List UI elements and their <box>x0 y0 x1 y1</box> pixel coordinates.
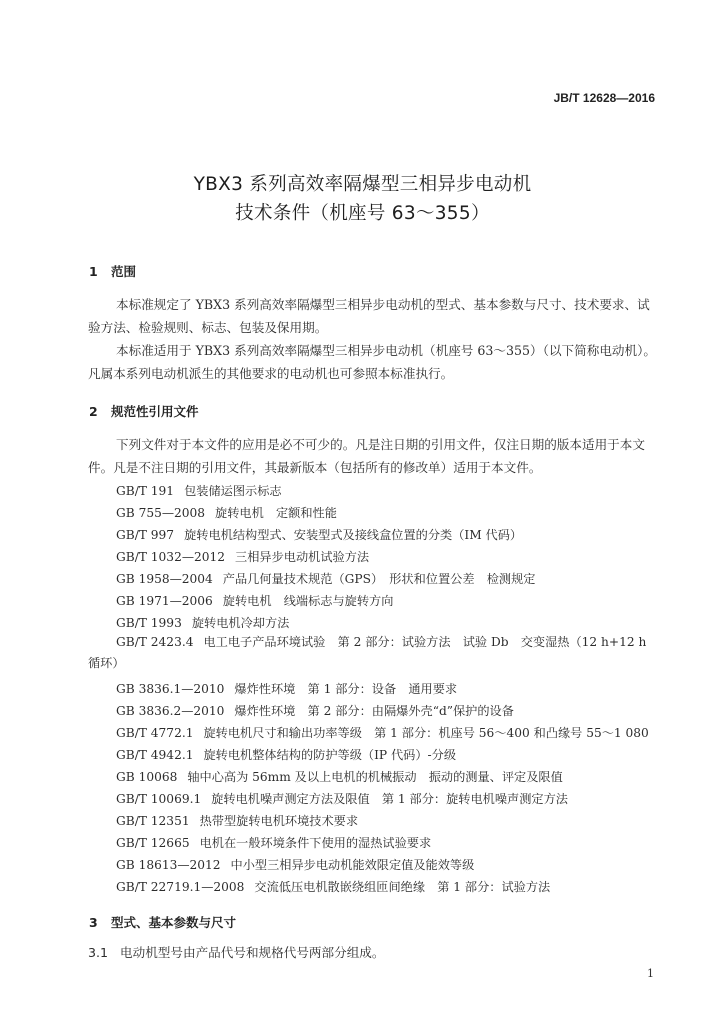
reference-item: GB/T 10069.1 旋转电机噪声测定方法及限值 第 1 部分：旋转电机噪声测定方法 <box>116 792 568 806</box>
reference-item: GB 1971—2006 旋转电机 线端标志与旋转方向 <box>116 594 394 608</box>
clause-3-1 <box>88 942 384 961</box>
section-title: 范围 <box>111 264 137 279</box>
reference-item: GB 755—2008 旋转电机 定额和性能 <box>116 506 337 520</box>
standard-code: JB/T 12628—2016 <box>553 91 655 105</box>
reference-item: GB/T 191 包装储运图示标志 <box>116 484 282 498</box>
section-1-heading <box>89 262 136 280</box>
title-line-2: 技术条件（机座号 63～355） <box>235 203 490 224</box>
reference-item: GB/T 4772.1 旋转电机尺寸和输出功率等级 第 1 部分：机座号 56～400 和凸缘号 55～1 080 <box>116 726 649 740</box>
section-1-paragraph-1: 本标准规定了 YBX3 系列高效率隔爆型三相异步电动机的型式、基本参数与尺寸、技术要求、试验方法、检验规则、标志、包装及保用期。 <box>88 297 650 335</box>
reference-item: GB/T 12665 电机在一般环境条件下使用的湿热试验要求 <box>116 836 432 850</box>
section-title: 规范性引用文件 <box>111 404 199 419</box>
section-3-heading <box>89 913 236 931</box>
section-1-paragraph-2: 本标准适用于 YBX3 系列高效率隔爆型三相异步电动机（机座号 63～355）（以下简称电动机）。凡属本系列电动机派生的其他要求的电动机也可参照本标准执行。 <box>88 343 656 381</box>
reference-item: GB 18613—2012 中小型三相异步电动机能效限定值及能效等级 <box>116 858 475 872</box>
reference-item: GB 3836.1—2010 爆炸性环境 第 1 部分：设备 通用要求 <box>116 682 458 696</box>
clause-number: 3.1 <box>88 945 109 960</box>
section-number: 1 <box>89 264 98 279</box>
page-number: 1 <box>647 967 654 980</box>
section-number: 3 <box>89 915 98 930</box>
reference-item: GB/T 997 旋转电机结构型式、安装型式及接线盒位置的分类（IM 代码） <box>116 528 523 542</box>
reference-item: GB/T 4942.1 旋转电机整体结构的防护等级（IP 代码）-分级 <box>116 748 457 762</box>
reference-item: GB 1958—2004 产品几何量技术规范（GPS） 形状和位置公差 检测规定 <box>116 572 536 586</box>
reference-item: GB 10068 轴中心高为 56mm 及以上电机的机械振动 振动的测量、评定及限值 <box>116 770 563 784</box>
section-2-intro: 下列文件对于本文件的应用是必不可少的。凡是注日期的引用文件，仅注日期的版本适用于本文件。凡是不注日期的引用文件，其最新版本（包括所有的修改单）适用于本文件。 <box>88 437 645 475</box>
section-2-heading <box>89 402 199 420</box>
clause-text: 电动机型号由产品代号和规格代号两部分组成。 <box>120 945 385 960</box>
reference-item: GB 3836.2—2010 爆炸性环境 第 2 部分：由隔爆外壳“d”保护的设备 <box>116 704 514 718</box>
title-line-1: YBX3 系列高效率隔爆型三相异步电动机 <box>193 174 532 195</box>
section-number: 2 <box>89 404 98 419</box>
reference-item: GB/T 22719.1—2008 交流低压电机散嵌绕组匝间绝缘 第 1 部分：试验方法 <box>116 880 551 894</box>
reference-item: GB/T 2423.4 电工电子产品环境试验 第 2 部分：试验方法 试验 Db 交变湿热（12 h+12 h 循环） <box>88 635 647 670</box>
reference-item: GB/T 1032—2012 三相异步电动机试验方法 <box>116 550 370 564</box>
section-title: 型式、基本参数与尺寸 <box>111 915 237 930</box>
reference-item: GB/T 1993 旋转电机冷却方法 <box>116 616 290 630</box>
reference-item: GB/T 12351 热带型旋转电机环境技术要求 <box>116 814 359 828</box>
